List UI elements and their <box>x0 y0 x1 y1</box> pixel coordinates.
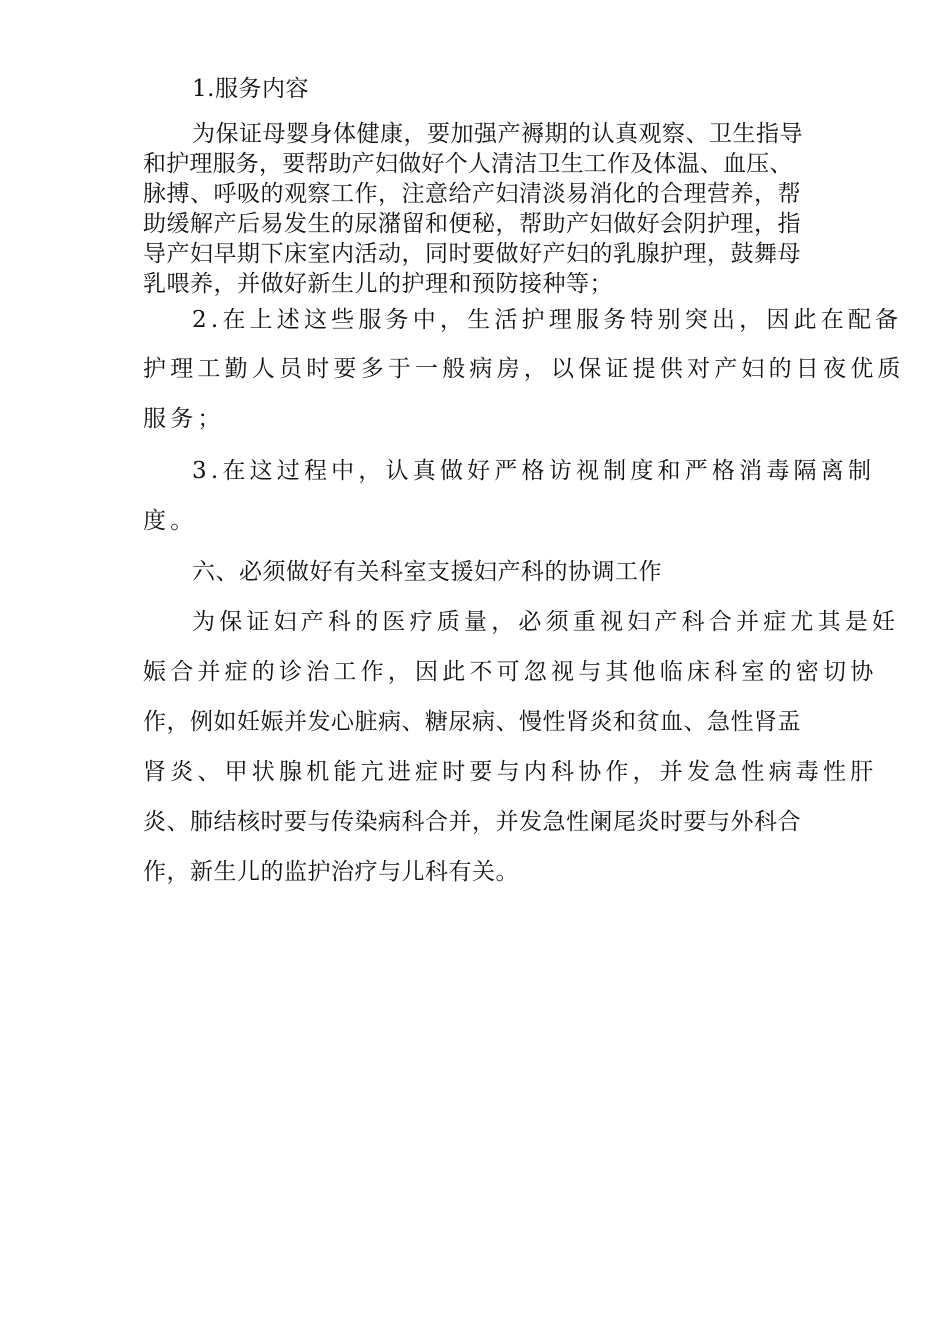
paragraph-line: 导产妇早期下床室内活动，同时要做好产妇的乳腺护理，鼓舞母 <box>143 241 801 267</box>
section-heading-service-content: 1.服务内容 <box>192 76 309 102</box>
paragraph-line: 作，例如妊娠并发心脏病、糖尿病、慢性肾炎和贫血、急性肾盂 <box>143 709 801 735</box>
paragraph-line: 乳喂养，并做好新生儿的护理和预防接种等； <box>143 271 613 297</box>
paragraph-line: 服务； <box>143 406 225 432</box>
paragraph-line: 炎、肺结核时要与传染病科合并，并发急性阑尾炎时要与外科合 <box>143 809 801 835</box>
paragraph-line: 娠合并症的诊治工作，因此不可忽视与其他临床科室的密切协 <box>143 659 878 685</box>
paragraph-line: 肾炎、甲状腺机能亢进症时要与内科协作，并发急性病毒性肝 <box>143 759 878 785</box>
paragraph-line: 为保证妇产科的医疗质量，必须重视妇产科合并症尤其是妊 <box>192 609 900 635</box>
paragraph-line: 为保证母婴身体健康，要加强产褥期的认真观察、卫生指导 <box>192 121 803 147</box>
paragraph-line: 度。 <box>143 508 198 534</box>
paragraph-line: 作，新生儿的监护治疗与儿科有关。 <box>143 859 519 885</box>
paragraph-line: 护理工勤人员时要多于一般病房，以保证提供对产妇的日夜优质 <box>143 356 905 382</box>
paragraph-line: 和护理服务，要帮助产妇做好个人清洁卫生工作及体温、血压、 <box>143 151 793 177</box>
paragraph-line: 2.在上述这些服务中，生活护理服务特别突出，因此在配备 <box>192 307 903 333</box>
paragraph-line: 3.在这过程中，认真做好严格访视制度和严格消毒隔离制 <box>192 458 876 484</box>
section-heading-six: 六、必须做好有关科室支援妇产科的协调工作 <box>192 559 662 585</box>
paragraph-line: 助缓解产后易发生的尿潴留和便秘，帮助产妇做好会阴护理，指 <box>143 211 801 237</box>
paragraph-line: 脉搏、呼吸的观察工作，注意给产妇清淡易消化的合理营养，帮 <box>143 181 801 207</box>
